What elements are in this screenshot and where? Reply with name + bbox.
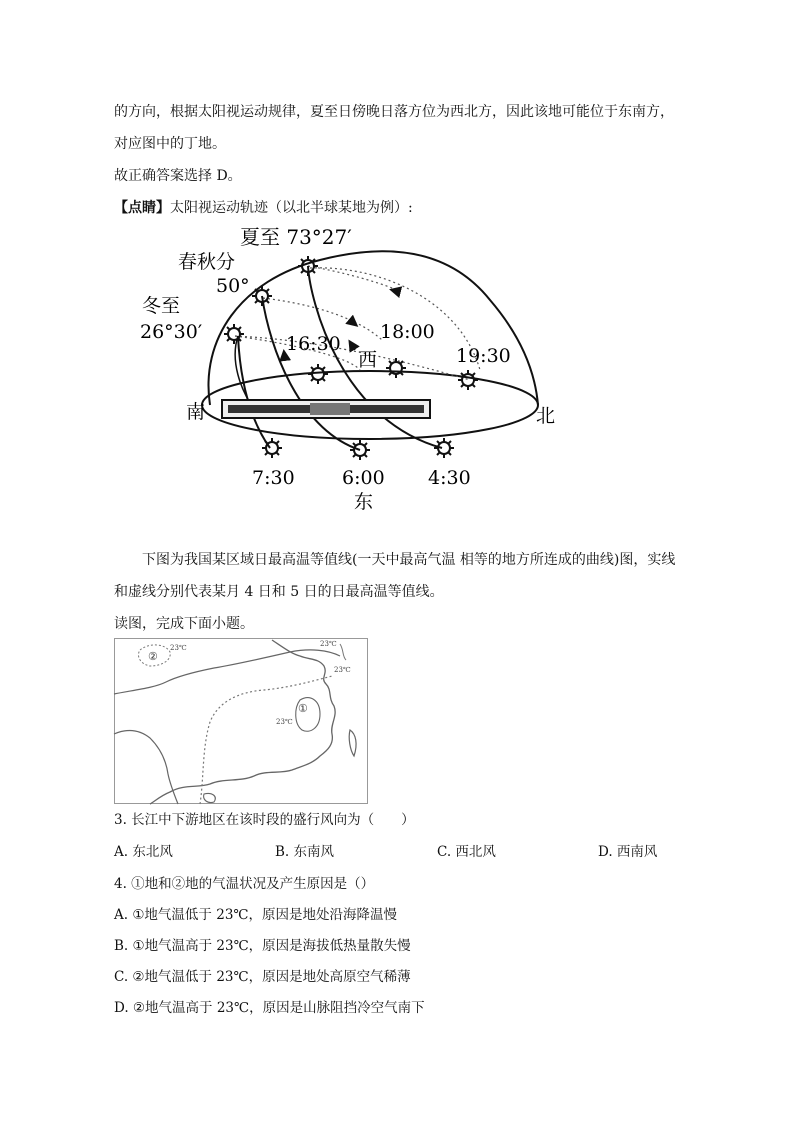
- question-4-option-a[interactable]: A. ①地气温低于 23℃，原因是地处沿海降温慢: [114, 907, 398, 923]
- intro-line-3: 读图，完成下面小题。: [114, 616, 254, 632]
- question-4-option-c[interactable]: C. ②地气温低于 23℃，原因是地处高原空气稀薄: [114, 969, 411, 985]
- question-3-option-d[interactable]: D. 西南风: [598, 844, 658, 860]
- label-south: 南: [186, 401, 206, 423]
- label-summer-solstice: 夏至 73°27′: [240, 225, 352, 249]
- tip-bracket: 【点睛】: [114, 200, 170, 216]
- sun-path-diagram: [140, 220, 580, 520]
- analysis-line-2: 对应图中的丁地。: [114, 136, 226, 152]
- sky-dome: [208, 251, 538, 405]
- isotherm-map: [114, 638, 368, 804]
- label-winter-solstice: 冬至: [142, 295, 181, 317]
- label-region-1: ①: [298, 702, 308, 715]
- label-time-1930: 19:30: [456, 345, 511, 367]
- label-23c-c: 23℃: [334, 666, 351, 674]
- sun-0730: [262, 438, 282, 458]
- intro-line-2: 和虚线分别代表某月 4 日和 5 日的日最高温等值线。: [114, 584, 444, 600]
- label-time-0430: 4:30: [428, 467, 471, 489]
- sun-0430: [434, 438, 454, 458]
- label-23c-a: 23℃: [170, 644, 187, 652]
- question-3-option-c[interactable]: C. 西北风: [437, 844, 496, 860]
- label-23c-b: 23℃: [320, 640, 337, 648]
- analysis-answer-line: 故正确答案选择 D。: [114, 168, 242, 184]
- question-3-option-a[interactable]: A. 东北风: [114, 844, 173, 860]
- label-equinox: 春秋分: [178, 251, 236, 273]
- question-4-option-b[interactable]: B. ①地气温高于 23℃，原因是海拔低热量散失慢: [114, 938, 411, 954]
- label-23c-d: 23℃: [276, 718, 293, 726]
- question-4-option-d[interactable]: D. ②地气温高于 23℃，原因是山脉阻挡冷空气南下: [114, 1000, 425, 1016]
- sun-winter-noon: [224, 324, 244, 344]
- tip-line: [114, 198, 413, 218]
- analysis-line-1: 的方向，根据太阳视运动规律，夏至日傍晚日落方位为西北方，因此该地可能位于东南方，: [114, 104, 674, 120]
- label-time-1630: 16:30: [286, 333, 341, 355]
- question-4-stem: 4. ①地和②地的气温状况及产生原因是（）: [114, 876, 375, 892]
- label-north: 北: [536, 405, 556, 427]
- question-3-stem: 3. 长江中下游地区在该时段的盛行风向为（ ）: [114, 812, 415, 828]
- question-3-option-b[interactable]: B. 东南风: [275, 844, 335, 860]
- sun-1930: [458, 370, 478, 390]
- sun-1630: [308, 364, 328, 384]
- label-east: 东: [354, 491, 374, 513]
- label-time-1800: 18:00: [380, 321, 435, 343]
- label-west: 西: [358, 349, 378, 371]
- label-time-0730: 7:30: [252, 467, 295, 489]
- tip-text: 太阳视运动轨迹（以北半球某地为例）:: [170, 200, 413, 216]
- label-region-2: ②: [148, 650, 158, 663]
- intro-line-1: 下图为我国某区域日最高温等值线(一天中最高气温 相等的地方所连成的曲线)图，实线: [142, 552, 676, 568]
- label-time-0600: 6:00: [342, 467, 385, 489]
- label-equinox-angle: 50°: [216, 275, 250, 297]
- sun-1800: [386, 358, 406, 378]
- label-winter-angle: 26°30′: [140, 321, 203, 343]
